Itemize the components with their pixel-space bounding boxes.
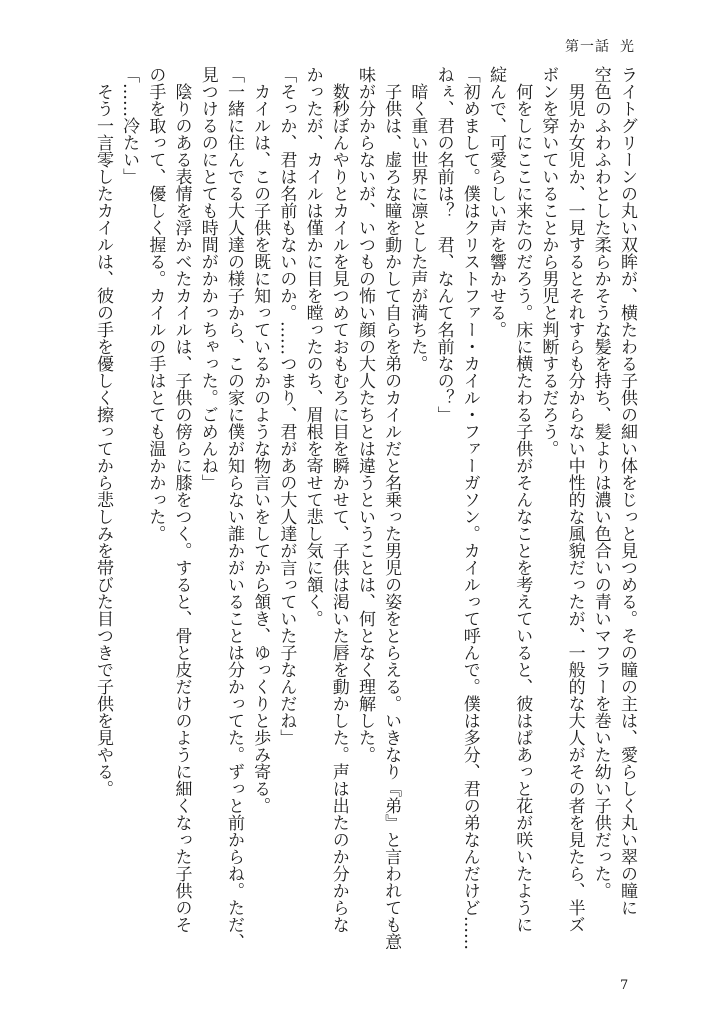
text-line: 暗く重い世界に凛とした声が満ちた。 — [407, 66, 428, 372]
text-line: ライトグリーンの丸い双眸が、横たわる子供の細い体をじっと見つめる。その瞳の主は、愛らしく丸い翠の瞳に — [617, 66, 637, 916]
chapter-title: 光 — [620, 39, 635, 55]
chapter-label: 第一話 — [565, 39, 610, 55]
vertical-body-text — [80, 66, 640, 966]
page-number: 7 — [620, 978, 629, 993]
text-line: 「初めまして。僕はクリストファー・カイル・ファーガソン。カイルって呼んで。僕は多分、君の弟なんだけど…… — [459, 66, 480, 950]
text-line: 「……冷たい」 — [119, 66, 140, 185]
text-line: 味が分からないが、いつもの怖い顔の大人たちとは違うということは、何となく理解した。 — [354, 66, 375, 763]
text-line: 綻んで、可愛らしい声を響かせる。 — [485, 66, 506, 338]
text-line: 子供は、虚ろな瞳を動かして自らを弟のカイルだと名乗った男児の姿をとらえる。いきなり『弟』と言われても意 — [381, 66, 402, 950]
text-line: 陰りのある表情を浮かべたカイルは、子供の傍らに膝をつく。すると、骨と皮だけのように細くなった子供のそ — [171, 66, 192, 933]
text-line: の手を取って、優しく握る。カイルの手はとても温かかった。 — [145, 66, 166, 542]
text-line: 何をしにここに来たのだろう。床に横たわる子供がそんなことを考えていると、彼はぱあっと花が咲いたように — [512, 66, 533, 933]
text-line: ねぇ、君の名前は？ 君、なんて名前なの？」 — [433, 66, 454, 423]
text-line: かったが、カイルは僅かに目を瞠ったのち、眉根を寄せて悲し気に頷く。 — [302, 66, 323, 627]
text-line: 空色のふわふわとした柔らかそうな髪を持ち、髪よりは濃い色合いの青いマフラーを巻いた幼い子供だった。 — [590, 66, 611, 899]
text-line: カイルは、この子供を既に知っているかのような物言いをしてから頷き、ゆっくりと歩み寄る。 — [250, 66, 271, 814]
text-line: 「一緒に住んでる大人達の様子から、この家に僕が知らない誰かがいることは分かってた。ずっと前からね。ただ、 — [223, 66, 244, 950]
text-line: 「そっか、君は名前もないのか。……つまり、君があの大人達が言っていた子なんだね」 — [276, 66, 297, 746]
text-line: 見つけるのにとても時間がかかっちゃった。ごめんね」 — [197, 66, 218, 491]
text-line: 男児か女児か、一見するとそれすらも分からない中性的な風貌だったが、一般的な大人がその者を見たら、半ズ — [564, 66, 585, 933]
text-line: ボンを穿いていることから男児と判断するだろう。 — [538, 66, 559, 457]
text-line: そう一言零したカイルは、彼の手を優しく擦ってから悲しみを帯びた目つきで子供を見やる。 — [92, 66, 113, 797]
text-line: 数秒ぼんやりとカイルを見つめておもむろに目を瞬かせて、子供は渇いた唇を動かした。声は出たのか分からな — [328, 66, 349, 933]
running-header — [565, 36, 635, 56]
